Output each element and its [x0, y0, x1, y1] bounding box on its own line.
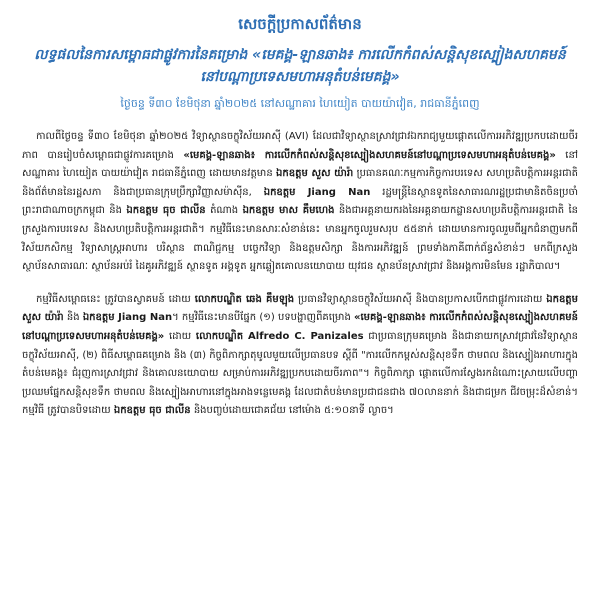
document-type-heading: សេចក្តីប្រកាសព័ត៌មាន [238, 15, 362, 33]
text-run: ប្រធានវិទ្យាស្ថានចក្ខុវិស័យអាស៊ី និងបានប្រកាសបើកជាផ្លូវការដោយ [294, 293, 547, 305]
highlighted-text-run: លោកបណ្ឌិត ឆេង គឹមឡុង [194, 293, 295, 305]
text-run: កម្មវិធីសម្ពោធនេះ ត្រូវបានស្វាគមន៍ ដោយ [36, 293, 195, 305]
text-run: ។ កម្មវិធីនេះមានបីផ្នែក (១) បទបង្ហាញពីគម្រោង [172, 312, 355, 324]
text-run: តំណាង [205, 205, 243, 217]
text-run: រដ្ឋមន្ត្រីនៃស្ថានទូតនៃសាធារណរដ្ឋប្រជាមានិតចិនប្រចាំព្រះរាជាណាចក្រកម្ពុជា និង [22, 186, 578, 217]
highlighted-text-run: «មេគង្គ-ឡានឆាង៖ ការលើកកំពស់សន្តិសុខស្បៀងសហគមន៍នៅបណ្តាប្រទេសមហាអនុតំបន់មេគង្គ» [183, 149, 556, 161]
document-title: លទ្ធផលនៃការសម្ពោធជាផ្លូវការនៃគម្រោង «មេគង្គ-ឡានឆាង៖ ការលើកកំពស់សន្តិសុខស្បៀងសហគមន៍នៅបណ្តាប្រទេសមហាអនុតំបន់មេគង្គ» [34, 47, 566, 85]
text-run: ជាប្រធានក្រុមគម្រោង និងជានាយកស្រាវជ្រាវនៃវិទ្យាស្ថានចក្ខុវិស័យអាស៊ី, (២) ពិធីសម្ពោធគម្រោង និង (៣) កិច្ចពិភាក្សាតុមូលមួយលើប្រធានបទ ស្តីពី "ការលើកកម្ពស់សន្តិសុខទឹក ថាមពល និងស្បៀងអាហារក្នុងតំបន់មេគង្គ៖ ជំរុញការស្រាវជ្រាវ និងគោលនយោបាយ សម្រាប់ការអភិវឌ្ឍប្រកបដោយចីរភាព"។ កិច្ចពិភាក្សា ផ្តោតលើការស្វែងរកដំណោះស្រាយលើបញ្ហាប្រឈមផ្នែកសន្តិសុខទឹក ថាមពល និងស្បៀងអាហារនៅក្នុងអាងទន្លេមេគង្គ ដែលជាតំបន់មានប្រជាជនជាង ៧០លាននាក់ និងជាជម្រក ជីវចម្រុះដ៏សំខាន់។ កម្មវិធី ត្រូវបានបិទដោយ [22, 330, 579, 417]
text-run: និងជាអគ្គនាយករងនៃអគ្គនាយកដ្ឋានសហប្រតិបត្តិការអន្តរជាតិ នៃក្រសួងការបរទេស និងសហប្រតិបត្តិការអន្តរជាតិ។ កម្មវិធីនេះមានសារៈសំខាន់នេះ មានអ្នកចូលរួមសរុប ៥៥នាក់ ដោយមានការចូលរួមពីអ្នកជំនាញមកពីវិស័យកសិកម្ម វិទ្យាសាស្ត្រអាហារ បរិស្ថាន ពាណិជ្ជកម្ម បច្ចេកវិទ្យា និងឧត្តមសិក្សា និងការអភិវឌ្ឍន៍ ព្រមទាំងភាគីពាក់ព័ន្ធសំខាន់ៗ មកពីក្រសួងស្ថាប័នសាធារណៈ ស្ថាប័នអប់រំ ដៃគូអភិវឌ្ឍន៍ ស្ថានទូត អង្គទូត អ្នកឆ្លៀតគោលនយោបាយ យុវជន ស្ថានប័នស្រាវជ្រាវ និងអង្គការមិនមែន រដ្ឋាភិបាល។ [22, 205, 579, 273]
highlighted-text-run: ឯកឧត្តម ធុច ជាលីន [113, 405, 191, 417]
highlighted-text-run: ឯកឧត្តម ធុច ជាលីន [126, 205, 206, 217]
dateline: ថ្ងៃចន្ទ ទី៣០ ខែមិថុនា ឆ្នាំ២០២៥ នៅសណ្ឋាគារ ហៃយៀត បាយយ៉ាវៀត, រាជធានីភ្នំពេញ [120, 97, 480, 110]
highlighted-text-run: ឯកឧត្តម សួស យ៉ារ៉ា [276, 168, 354, 180]
highlighted-text-run: «មេគង្គ-ឡានឆាង៖ ការលើកកំពស់សន្តិសុខស្បៀងសហគមន៍នៅបណ្តាប្រទេសមហាអនុតំបន់មេគង្គ» [22, 312, 578, 342]
body-paragraph-1 [22, 128, 578, 277]
text-run: ដោយ [164, 330, 196, 342]
highlighted-text-run: ឯកឧត្តម សួស យ៉ារ៉ា [22, 293, 579, 324]
highlighted-text-run: ឯកឧត្តម Jiang Nan [263, 186, 371, 198]
highlighted-text-run: ឯកឧត្តម មាស គឹមហេង [242, 205, 335, 217]
text-run: និងបញ្ចប់ដោយជោគជ័យ នៅម៉ោង ៥:១០នាទី ល្ងាច។ [190, 405, 394, 417]
text-run: និង [63, 312, 83, 324]
text-run: ប្រធានគណៈកម្មការកិច្ចការបរទេស សហប្រតិបត្តិការអន្តរជាតិ និងព័ត៌មាននៃរដ្ឋសភា និងជាប្រធានក្រុមប្រឹក្សាវិញ្ញាសម៉ាស៊ីន, [22, 168, 578, 198]
body-paragraph-2 [22, 291, 578, 421]
text-run: នៅសណ្ឋាគារ ហៃយៀត បាយយ៉ាវៀត រាជធានីភ្នំពេញ ដោយមានវត្តមាន [22, 149, 578, 180]
highlighted-text-run: ឯកឧត្តម Jiang Nan [82, 312, 173, 324]
highlighted-text-run: លោកបណ្ឌិត Alfredo C. Panizales [195, 330, 364, 342]
text-run: កាលពីថ្ងៃចន្ទ ទី៣០ ខែមិថុនា ឆ្នាំ២០២៥ វិទ្យាស្ថានចក្ខុវិស័យអាស៊ី (AVI) ដែលជាវិទ្យាស្ថានស្រាវជ្រាវឯករាជ្យមួយផ្តោតលើការអភិវឌ្ឍប្រកបដោយចីរភាព បានរៀបចំសម្ពោធជាផ្លូវការគម្រោង [22, 131, 578, 161]
heading-block [22, 14, 578, 112]
